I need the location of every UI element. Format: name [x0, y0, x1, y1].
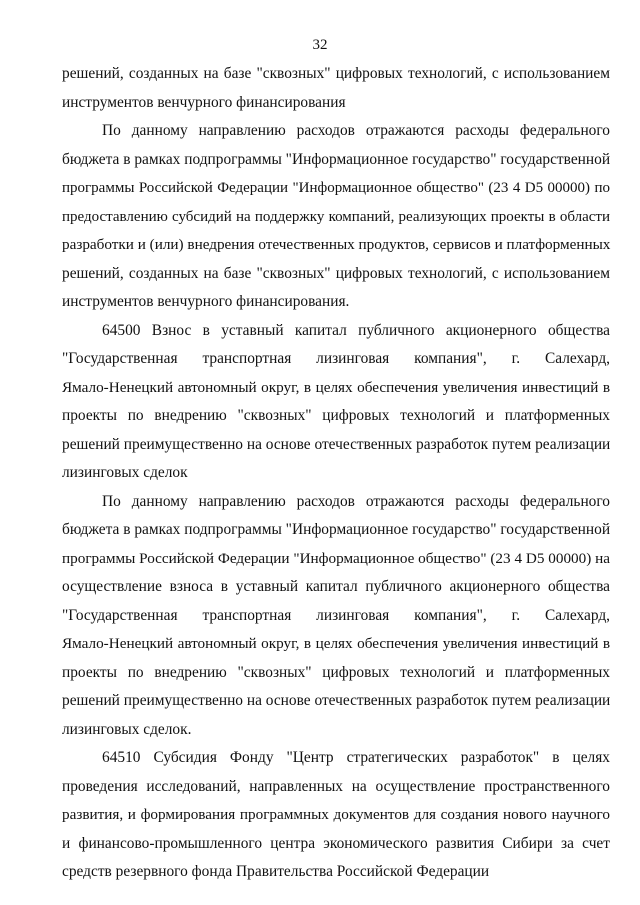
- paragraph: [62, 744, 610, 887]
- document-body: [62, 60, 610, 887]
- text-line: проведения исследований, направленных на осуществление пространственного: [62, 777, 610, 795]
- text-line: "Государственная транспортная лизинговая компания", г. Салехард,: [62, 606, 610, 624]
- text-line: развития, и формирования программных документов для создания нового научного: [62, 806, 610, 823]
- text-line: "Государственная транспортная лизинговая компания", г. Салехард,: [62, 350, 610, 367]
- text-line: проекты по внедрению "сквозных" цифровых технологий и платформенных: [62, 407, 610, 424]
- text-line: осуществление взноса в уставный капитал публичного акционерного общества: [62, 578, 610, 595]
- text-line: бюджета в рамках подпрограммы "Информационное государство" государственной: [62, 521, 611, 538]
- text-line: средств резервного фонда Правительства Российской Федерации: [62, 863, 490, 880]
- text-line: программы Российской Федерации "Информационное общество" (23 4 D5 00000) по: [62, 180, 610, 196]
- paragraph: [62, 117, 610, 317]
- paragraph: [62, 488, 610, 745]
- text-line: лизинговых сделок: [62, 464, 188, 481]
- text-line: 64510 Субсидия Фонду "Центр стратегических разработок" в целях: [102, 749, 610, 766]
- text-line: Ямало-Ненецкий автономный округ, в целях обеспечения увеличения инвестиций в: [62, 635, 610, 652]
- text-line: предоставлению субсидий на поддержку компаний, реализующих проекты в области: [62, 208, 610, 225]
- text-line: программы Российской Федерации "Информационное общество" (23 4 D5 00000) на: [62, 549, 610, 567]
- text-line: решений преимущественно на основе отечественных разработок путем реализации: [62, 435, 611, 453]
- text-line: 64500 Взнос в уставный капитал публичного акционерного общества: [102, 321, 610, 339]
- text-line: решений преимущественно на основе отечественных разработок путем реализации: [62, 692, 611, 709]
- page-number: 32: [312, 37, 328, 53]
- text-line: бюджета в рамках подпрограммы "Информационное государство" государственной: [62, 150, 611, 168]
- text-line: решений, созданных на базе "сквозных" цифровых технологий, с использованием: [62, 65, 610, 82]
- text-line: разработки и (или) внедрения отечественных продуктов, сервисов и платформенных: [62, 236, 611, 253]
- text-line: лизинговых сделок.: [62, 720, 192, 738]
- paragraph: [62, 60, 610, 117]
- text-line: и финансово-промышленного центра экономического развития Сибири за счет: [62, 834, 610, 852]
- text-line: инструментов венчурного финансирования: [62, 93, 346, 111]
- text-line: инструментов венчурного финансирования.: [62, 293, 350, 310]
- text-line: По данному направлению расходов отражаются расходы федерального: [102, 492, 610, 510]
- text-line: Ямало-Ненецкий автономный округ, в целях обеспечения увеличения инвестиций в: [62, 378, 610, 396]
- paragraph: [62, 317, 610, 488]
- text-line: По данному направлению расходов отражаются расходы федерального: [102, 122, 610, 139]
- text-line: проекты по внедрению "сквозных" цифровых технологий и платформенных: [62, 663, 610, 681]
- text-line: решений, созданных на базе "сквозных" цифровых технологий, с использованием: [62, 264, 610, 282]
